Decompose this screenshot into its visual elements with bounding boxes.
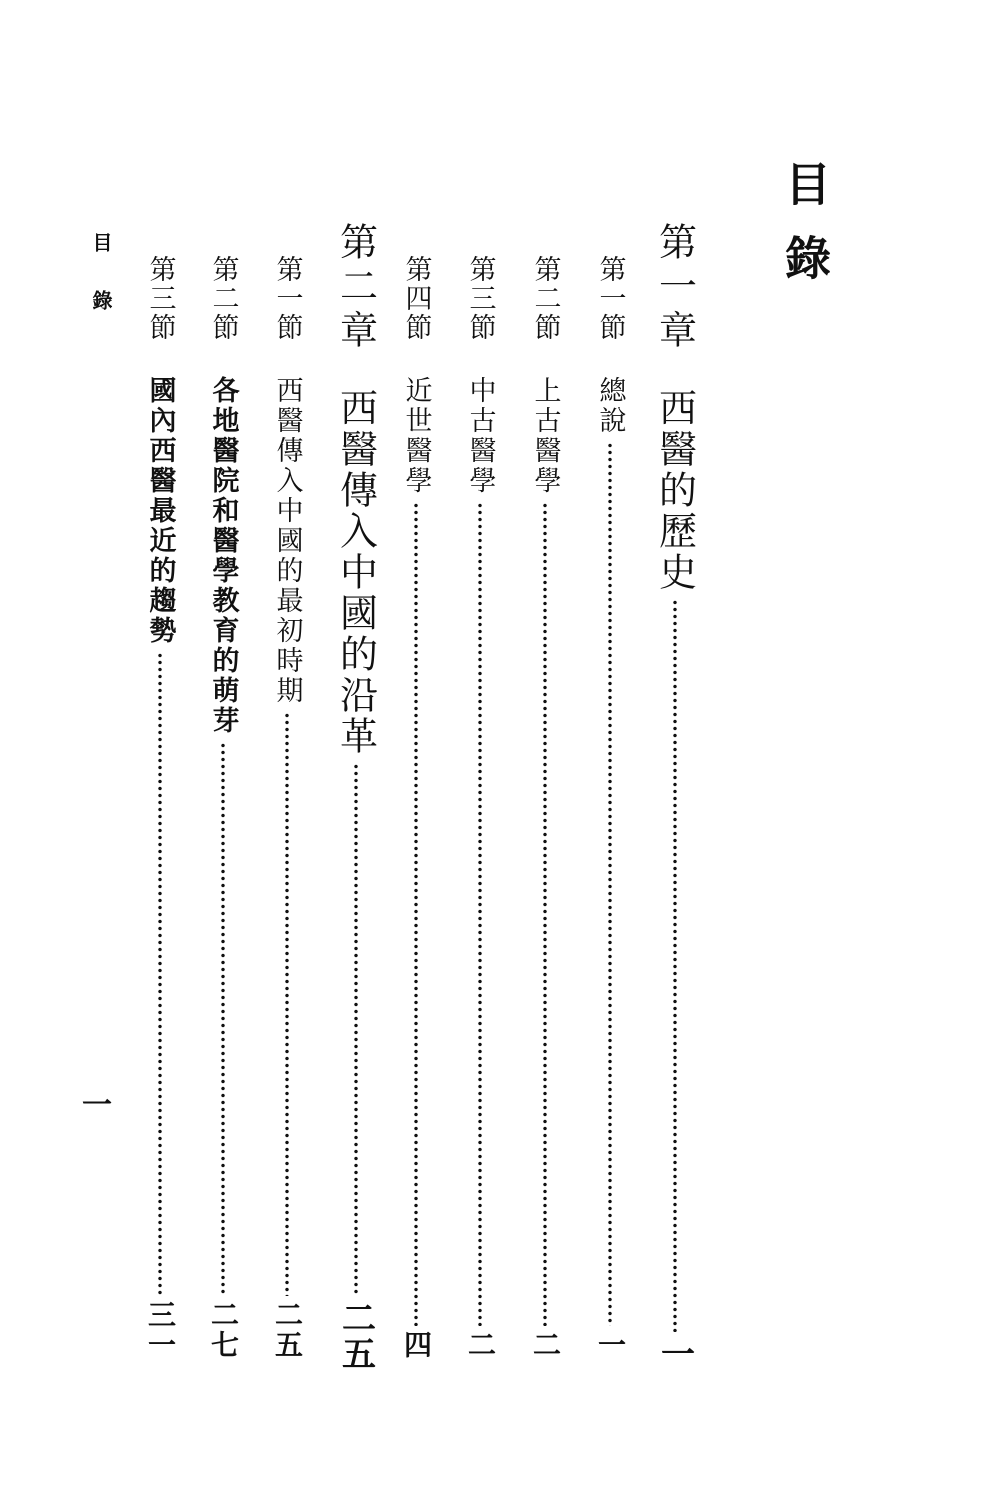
toc-page-number: 二 [529, 1330, 562, 1360]
toc-page-number: 四 [400, 1330, 433, 1360]
toc-entry-section-1-2[interactable] [525, 255, 565, 1360]
toc-entry-section-2-1[interactable] [267, 255, 307, 1360]
toc-title: 近世醫學 [400, 376, 432, 496]
page-title: 目錄 [778, 160, 832, 308]
toc-entry-section-2-2[interactable] [203, 255, 243, 1360]
running-head: 目錄 [89, 232, 113, 348]
toc-label: 第一節 [594, 255, 626, 342]
dot-leader [673, 599, 677, 1332]
toc-entry-section-1-4[interactable] [396, 255, 436, 1360]
toc-page-number: 一 [654, 1336, 695, 1372]
toc-entry-section-2-3[interactable] [140, 255, 180, 1360]
dot-leader [414, 502, 418, 1326]
toc-label: 第三節 [144, 255, 176, 342]
toc-page-number: 二五 [271, 1300, 304, 1360]
toc-title: 西醫的歷史 [652, 388, 697, 593]
toc-label: 第一節 [271, 255, 303, 342]
dot-leader [478, 502, 482, 1326]
dot-leader [354, 763, 358, 1296]
toc-entry-chapter-2[interactable] [328, 222, 384, 1372]
toc-title: 上古醫學 [529, 376, 561, 496]
toc-label: 第四節 [400, 255, 432, 342]
toc-page-number: 三一 [144, 1300, 177, 1360]
toc-label: 第三節 [464, 255, 496, 342]
dot-leader [285, 712, 289, 1296]
toc-entry-section-1-3[interactable] [460, 255, 500, 1360]
folio-page-number: 一 [82, 1088, 112, 1123]
toc-entry-chapter-1[interactable] [647, 222, 703, 1372]
dot-leader [158, 652, 162, 1296]
toc-label: 第二節 [207, 255, 239, 342]
toc-page-number: 一 [594, 1330, 627, 1360]
toc-page-number: 二五 [335, 1300, 376, 1372]
dot-leader [543, 502, 547, 1326]
toc-title: 國內西醫最近的趨勢 [144, 376, 176, 646]
dot-leader [608, 442, 612, 1326]
toc-title: 總說 [594, 376, 626, 436]
toc-title: 西醫傳入中國的最初時期 [271, 376, 303, 706]
toc-label: 第一章 [652, 222, 697, 354]
toc-title: 中古醫學 [464, 376, 496, 496]
toc-label: 第二節 [529, 255, 561, 342]
dot-leader [221, 742, 225, 1296]
toc-page-number: 二 [464, 1330, 497, 1360]
toc-title: 西醫傳入中國的沿革 [333, 388, 378, 757]
toc-page-number: 二七 [207, 1300, 240, 1360]
toc-label: 第二章 [333, 222, 378, 354]
toc-entry-section-1-1[interactable] [590, 255, 630, 1360]
toc-title: 各地醫院和醫學教育的萌芽 [207, 376, 239, 736]
